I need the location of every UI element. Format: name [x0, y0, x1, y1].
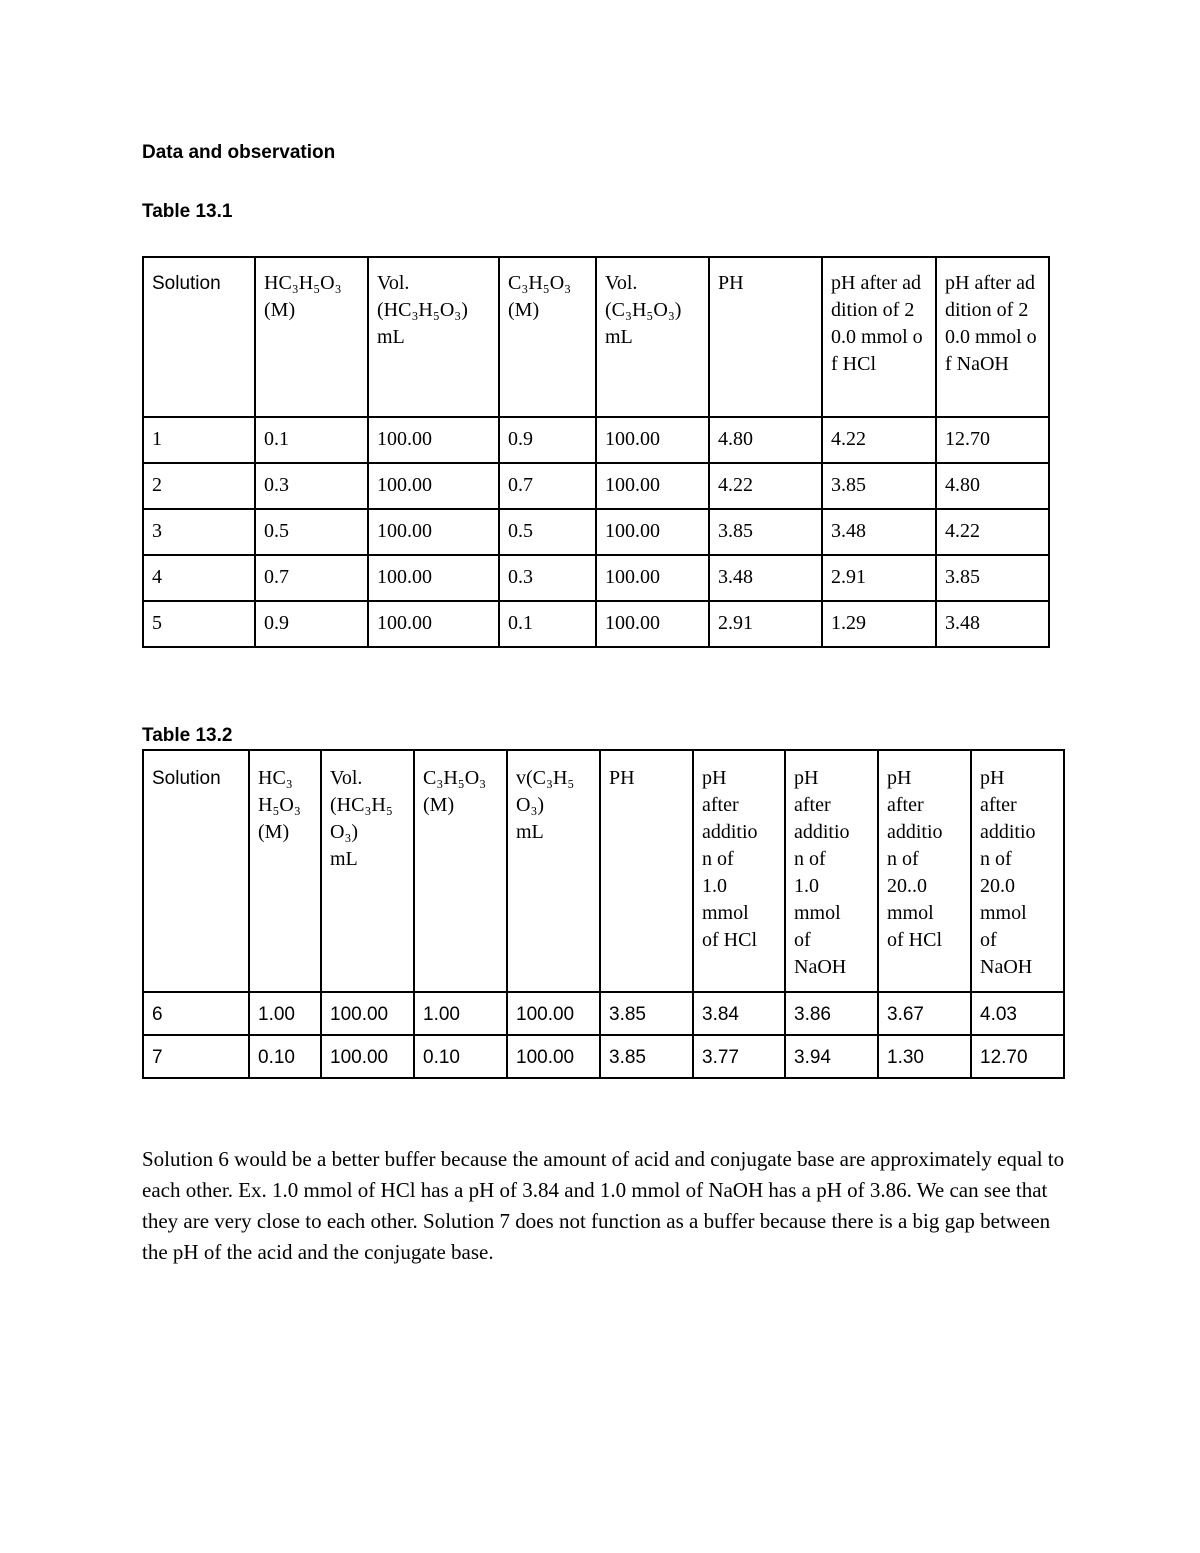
table-cell: 3.85 — [709, 509, 822, 555]
table-cell: 3 — [143, 509, 255, 555]
table-cell: 2.91 — [709, 601, 822, 647]
table-cell: 3.48 — [936, 601, 1049, 647]
table-cell: 3.85 — [600, 992, 693, 1035]
table-row — [143, 555, 1049, 601]
table-cell: 1.29 — [822, 601, 936, 647]
table-cell: 100.00 — [368, 555, 499, 601]
table1-caption: Table 13.1 — [142, 201, 233, 222]
table-cell: 4.22 — [936, 509, 1049, 555]
table-cell: 12.70 — [971, 1035, 1064, 1078]
table-cell: 3.84 — [693, 992, 785, 1035]
table-cell: 4.22 — [709, 463, 822, 509]
table-row — [143, 992, 1064, 1035]
table1-header-acid-molarity: HC₃H₅O₃ (M) — [255, 257, 368, 417]
table2-header-ph-after-1-hcl: pH after additio n of 1.0 mmol of HCl — [693, 750, 785, 992]
table-cell: 100.00 — [368, 601, 499, 647]
table-cell: 3.85 — [822, 463, 936, 509]
table-cell: 4.22 — [822, 417, 936, 463]
table-cell: 2.91 — [822, 555, 936, 601]
table-cell: 3.67 — [878, 992, 971, 1035]
table-cell: 0.5 — [255, 509, 368, 555]
table2-header-row — [143, 750, 1064, 992]
table-cell: 3.85 — [936, 555, 1049, 601]
table-cell: 3.85 — [600, 1035, 693, 1078]
table1-header-acid-volume: Vol. (HC₃H₅O₃) mL — [368, 257, 499, 417]
table1-header-row — [143, 257, 1049, 417]
table2-header-ph-after-20-naoh: pH after additio n of 20.0 mmol of NaOH — [971, 750, 1064, 992]
table-cell: 0.10 — [414, 1035, 507, 1078]
table1-header-solution: Solution — [143, 257, 255, 417]
table2-header-ph-after-20-hcl: pH after additio n of 20..0 mmol of HCl — [878, 750, 971, 992]
table-cell: 100.00 — [507, 992, 600, 1035]
table-row — [143, 509, 1049, 555]
table2-header-base-molarity: C₃H₅O₃ (M) — [414, 750, 507, 992]
table2-header-solution: Solution — [143, 750, 249, 992]
table-row — [143, 417, 1049, 463]
table-cell: 0.7 — [499, 463, 596, 509]
table-cell: 3.48 — [822, 509, 936, 555]
table-cell: 1 — [143, 417, 255, 463]
table-13-2 — [142, 749, 1065, 1079]
table-cell: 0.5 — [499, 509, 596, 555]
table-cell: 100.00 — [596, 417, 709, 463]
table-cell: 0.1 — [499, 601, 596, 647]
table-cell: 100.00 — [596, 509, 709, 555]
table-cell: 100.00 — [368, 417, 499, 463]
table-cell: 0.10 — [249, 1035, 321, 1078]
table1-header-ph: PH — [709, 257, 822, 417]
table-cell: 1.00 — [249, 992, 321, 1035]
table-cell: 100.00 — [321, 992, 414, 1035]
table-row — [143, 1035, 1064, 1078]
table-row — [143, 601, 1049, 647]
table1-header-ph-after-naoh: pH after addition of 20.0 mmol of NaOH — [936, 257, 1049, 417]
table-cell: 100.00 — [507, 1035, 600, 1078]
table2-header-ph-after-1-naoh: pH after additio n of 1.0 mmol of NaOH — [785, 750, 878, 992]
table-cell: 100.00 — [368, 509, 499, 555]
table-cell: 5 — [143, 601, 255, 647]
table-cell: 0.3 — [499, 555, 596, 601]
conclusion-paragraph: Solution 6 would be a better buffer because the amount of acid and conjugate base are approximately equal to each other. Ex. 1.0 mmol of HCl has a pH of 3.84 and 1.0 mmol of NaOH has a pH of 3.86. We can see that they are very close to each other. Solution 7 does not function as a buffer because there is a big gap between the pH of the acid and the conjugate base. — [142, 1147, 1065, 1264]
table-cell: 12.70 — [936, 417, 1049, 463]
table-cell: 6 — [143, 992, 249, 1035]
table-cell: 1.00 — [414, 992, 507, 1035]
table1-header-ph-after-hcl: pH after addition of 20.0 mmol of HCl — [822, 257, 936, 417]
table-cell: 4 — [143, 555, 255, 601]
table2-header-base-volume: v(C₃H₅ O₃) mL — [507, 750, 600, 992]
table-cell: 0.1 — [255, 417, 368, 463]
table-cell: 2 — [143, 463, 255, 509]
table-cell: 4.80 — [709, 417, 822, 463]
table-cell: 100.00 — [368, 463, 499, 509]
table-cell: 7 — [143, 1035, 249, 1078]
table-cell: 100.00 — [596, 463, 709, 509]
table2-header-acid-volume: Vol. (HC₃H₅ O₃) mL — [321, 750, 414, 992]
table-cell: 0.3 — [255, 463, 368, 509]
table-cell: 3.86 — [785, 992, 878, 1035]
table-cell: 1.30 — [878, 1035, 971, 1078]
table-cell: 0.9 — [499, 417, 596, 463]
table-cell: 3.48 — [709, 555, 822, 601]
table-cell: 3.94 — [785, 1035, 878, 1078]
section-title: Data and observation — [142, 142, 336, 163]
table-cell: 100.00 — [596, 555, 709, 601]
table-13-1 — [142, 256, 1050, 648]
table-cell: 4.80 — [936, 463, 1049, 509]
table1-header-base-molarity: C₃H₅O₃ (M) — [499, 257, 596, 417]
table-cell: 4.03 — [971, 992, 1064, 1035]
table-cell: 3.77 — [693, 1035, 785, 1078]
table-cell: 0.7 — [255, 555, 368, 601]
table-cell: 100.00 — [596, 601, 709, 647]
table-cell: 100.00 — [321, 1035, 414, 1078]
table-row — [143, 463, 1049, 509]
table2-header-acid-molarity: HC₃ H₅O₃ (M) — [249, 750, 321, 992]
table1-header-base-volume: Vol. (C₃H₅O₃) mL — [596, 257, 709, 417]
table2-caption: Table 13.2 — [142, 725, 233, 746]
table-cell: 0.9 — [255, 601, 368, 647]
table2-header-ph: PH — [600, 750, 693, 992]
